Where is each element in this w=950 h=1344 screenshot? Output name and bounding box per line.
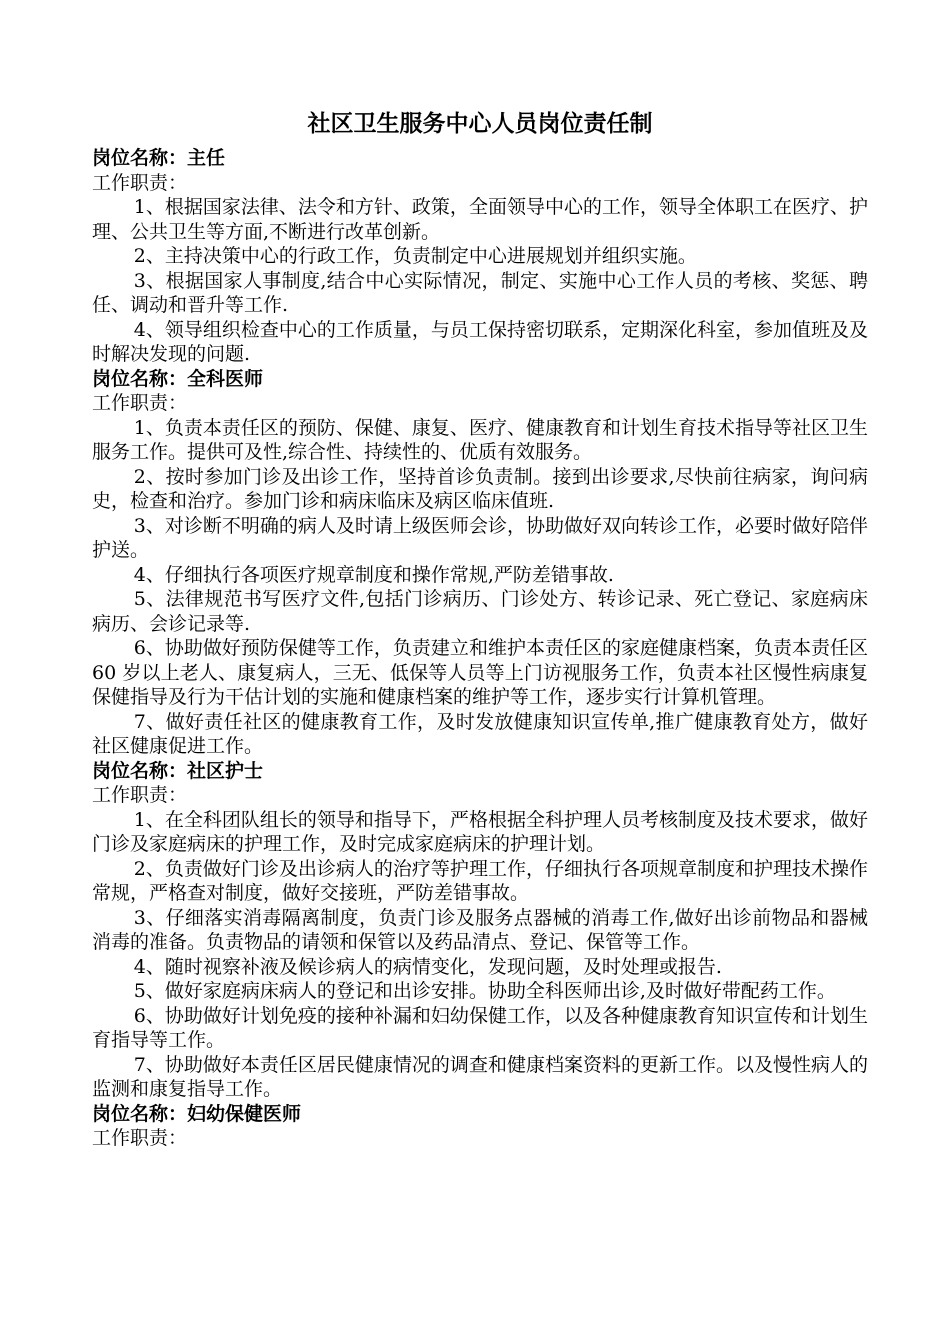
job-section xyxy=(92,759,868,1102)
duties-label: 工作职责： xyxy=(92,171,188,194)
duty-item: 2、按时参加门诊及出诊工作，坚持首诊负责制。接到出诊要求,尽快前往病家，询问病史，检查和治疗。参加门诊和病床临床及病区临床值班. xyxy=(92,465,868,512)
job-title-heading: 岗位名称：社区护士 xyxy=(92,759,264,782)
duty-item: 5、法律规范书写医疗文件,包括门诊病历、门诊处方、转诊记录、死亡登记、家庭病床病历、会诊记录等. xyxy=(92,588,868,635)
duty-item: 2、主持决策中心的行政工作，负责制定中心进展规划并组织实施。 xyxy=(133,245,697,267)
duty-item: 2、负责做好门诊及出诊病人的治疗等护理工作，仔细执行各项规章制度和护理技术操作常规，严格查对制度，做好交接班，严防差错事故。 xyxy=(92,857,868,904)
duties-label: 工作职责： xyxy=(92,1127,188,1149)
duty-item: 7、协助做好本责任区居民健康情况的调查和健康档案资料的更新工作。以及慢性病人的监测和康复指导工作。 xyxy=(92,1053,868,1100)
document-page xyxy=(92,108,868,1151)
job-title-heading: 岗位名称：全科医师 xyxy=(92,367,264,390)
duty-item: 1、根据国家法律、法令和方针、政策，全面领导中心的工作，领导全体职工在医疗、护理、公共卫生等方面,不断进行改革创新。 xyxy=(92,196,868,243)
job-section xyxy=(92,367,868,759)
document-title: 社区卫生服务中心人员岗位责任制 xyxy=(307,111,653,137)
duty-item: 3、对诊断不明确的病人及时请上级医师会诊，协助做好双向转诊工作，必要时做好陪伴护送。 xyxy=(92,514,868,561)
sections-container xyxy=(92,146,868,1151)
job-section xyxy=(92,1102,868,1151)
duty-item: 6、协助做好预防保健等工作，负责建立和维护本责任区的家庭健康档案，负责本责任区 60 岁以上老人、康复病人，三无、低保等人员等上门访视服务工作，负责本社区慢性病康复保健指导及行为干估计划的实施和健康档案的维护等工作，逐步实行计算机管理。 xyxy=(92,637,868,708)
duty-item: 4、仔细执行各项医疗规章制度和操作常规,严防差错事故. xyxy=(133,563,614,586)
duties-label: 工作职责： xyxy=(92,392,188,414)
job-section xyxy=(92,146,868,367)
job-title-heading: 岗位名称：妇幼保健医师 xyxy=(92,1102,302,1125)
duty-item: 3、根据国家人事制度,结合中心实际情况，制定、实施中心工作人员的考核、奖惩、聘任、调动和晋升等工作. xyxy=(92,269,868,316)
duty-item: 4、领导组织检查中心的工作质量，与员工保持密切联系，定期深化科室，参加值班及及时解决发现的问题. xyxy=(92,318,868,365)
duties-label: 工作职责： xyxy=(92,784,188,806)
duty-item: 5、做好家庭病床病人的登记和出诊安排。协助全科医师出诊,及时做好带配药工作。 xyxy=(133,980,836,1002)
duty-item: 1、在全科团队组长的领导和指导下，严格根据全科护理人员考核制度及技术要求，做好门诊及家庭病床的护理工作，及时完成家庭病床的护理计划。 xyxy=(92,808,868,855)
duty-item: 1、负责本责任区的预防、保健、康复、医疗、健康教育和计划生育技术指导等社区卫生服务工作。提供可及性,综合性、持续性的、优质有效服务。 xyxy=(92,416,868,463)
duty-item: 3、仔细落实消毒隔离制度，负责门诊及服务点器械的消毒工作,做好出诊前物品和器械消毒的准备。负责物品的请领和保管以及药品清点、登记、保管等工作。 xyxy=(92,906,868,953)
job-title-heading: 岗位名称：主任 xyxy=(92,147,226,169)
duty-item: 4、随时视察补液及候诊病人的病情变化，发现问题，及时处理或报告. xyxy=(133,955,722,978)
duty-item: 7、做好责任社区的健康教育工作，及时发放健康知识宣传单,推广健康教育处方，做好社区健康促进工作。 xyxy=(92,710,868,757)
duty-item: 6、协助做好计划免疫的接种补漏和妇幼保健工作，以及各种健康教育知识宣传和计划生育指导等工作。 xyxy=(92,1004,868,1051)
